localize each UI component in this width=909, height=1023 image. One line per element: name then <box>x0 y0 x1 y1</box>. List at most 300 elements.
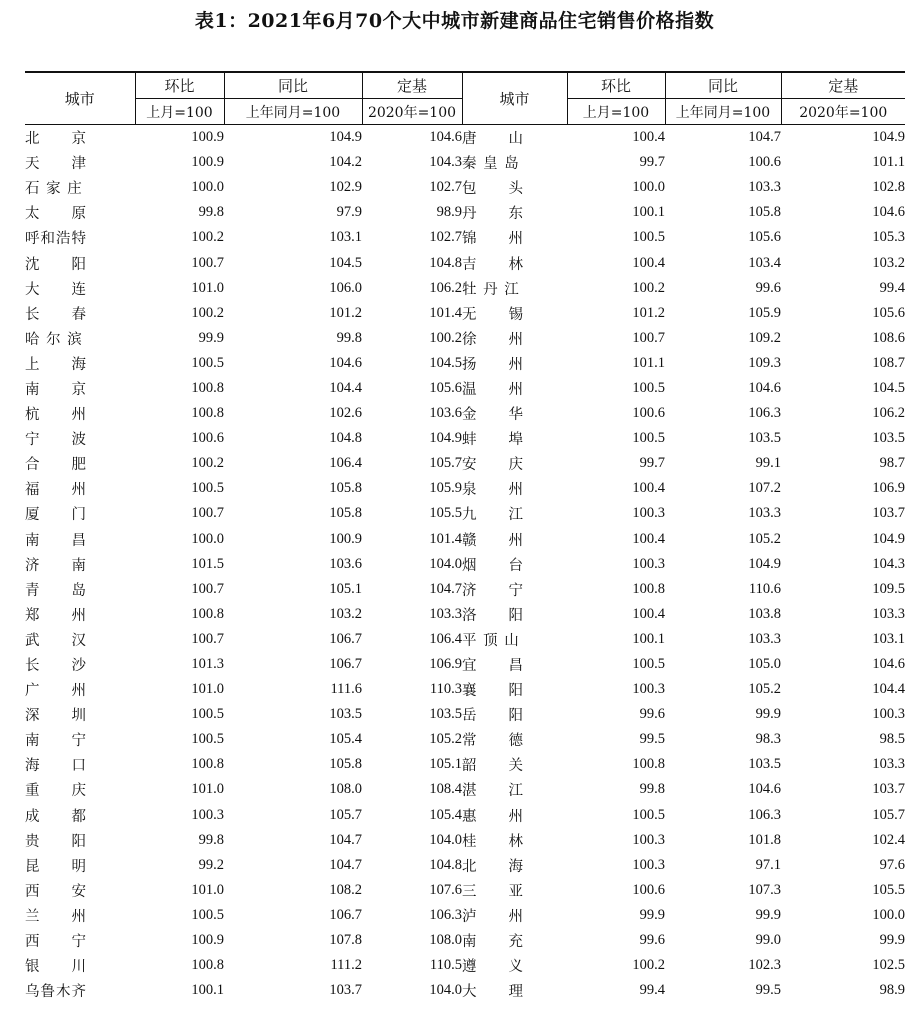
mom-value-right: 99.4 <box>639 982 665 999</box>
yoy-value-left: 108.0 <box>329 781 362 798</box>
table-title: 表1：2021年6月70个大中城市新建商品住宅销售价格指数 <box>194 10 715 32</box>
yoy-value-left: 106.0 <box>329 279 362 296</box>
mom-value-left: 101.0 <box>191 279 224 296</box>
table-row <box>25 777 905 802</box>
base-value-right: 101.1 <box>872 154 905 171</box>
yoy-value-right: 105.2 <box>748 530 781 547</box>
city-name-left: 成 都 <box>25 808 87 825</box>
city-name-left: 呼和浩特 <box>25 231 87 248</box>
yoy-value-left: 103.5 <box>329 706 362 723</box>
yoy-value-right: 103.3 <box>748 179 781 196</box>
mom-value-left: 100.9 <box>191 932 224 949</box>
city-name-left: 上 海 <box>25 356 87 373</box>
table-row <box>25 878 905 903</box>
base-value-left: 108.4 <box>429 781 462 798</box>
city-name-left: 哈 尔 滨 <box>25 331 83 348</box>
base-value-left: 110.3 <box>429 681 462 698</box>
mom-value-left: 101.0 <box>191 781 224 798</box>
base-value-left: 104.8 <box>429 254 462 271</box>
mom-value-right: 99.9 <box>639 906 665 923</box>
table-row <box>25 953 905 978</box>
city-name-right: 九 江 <box>462 507 524 524</box>
yoy-value-left: 111.6 <box>330 681 362 698</box>
mom-value-right: 99.8 <box>639 781 665 798</box>
table-row <box>25 250 905 275</box>
city-name-left: 昆 明 <box>25 858 87 875</box>
table-row <box>25 552 905 577</box>
base-value-right: 102.4 <box>872 831 905 848</box>
mom-value-right: 100.5 <box>632 656 665 673</box>
header-mom-right: 环比 <box>567 72 665 99</box>
city-name-right: 南 充 <box>462 934 524 951</box>
base-value-left: 105.6 <box>429 379 462 396</box>
table-row <box>25 853 905 878</box>
city-name-right: 温 州 <box>462 381 524 398</box>
table-row <box>25 476 905 501</box>
yoy-value-right: 101.8 <box>748 831 781 848</box>
base-value-right: 104.4 <box>872 681 905 698</box>
yoy-value-left: 104.7 <box>329 856 362 873</box>
city-name-left: 西 宁 <box>25 934 87 951</box>
base-value-left: 105.4 <box>429 806 462 823</box>
yoy-value-left: 104.7 <box>329 831 362 848</box>
base-value-left: 105.5 <box>429 505 462 522</box>
base-value-right: 105.7 <box>872 806 905 823</box>
mom-value-right: 100.5 <box>632 806 665 823</box>
yoy-value-left: 103.2 <box>329 605 362 622</box>
city-name-left: 郑 州 <box>25 607 87 624</box>
mom-value-left: 100.3 <box>191 806 224 823</box>
yoy-value-right: 105.2 <box>748 681 781 698</box>
base-value-right: 103.7 <box>872 505 905 522</box>
city-name-left: 沈 阳 <box>25 256 87 273</box>
mom-value-right: 100.5 <box>632 430 665 447</box>
base-value-left: 104.0 <box>429 555 462 572</box>
city-name-left: 长 沙 <box>25 658 87 675</box>
mom-value-right: 100.7 <box>632 329 665 346</box>
city-name-right: 岳 阳 <box>462 708 524 725</box>
city-name-right: 泸 州 <box>462 908 524 925</box>
city-name-left: 深 圳 <box>25 708 87 725</box>
mom-value-right: 100.3 <box>632 831 665 848</box>
base-value-left: 98.9 <box>436 204 462 221</box>
base-value-left: 107.6 <box>429 881 462 898</box>
header-yoy-base-right: 上年同月=100 <box>665 99 781 125</box>
city-name-left: 长 春 <box>25 306 87 323</box>
mom-value-right: 99.6 <box>639 706 665 723</box>
mom-value-left: 100.7 <box>191 580 224 597</box>
base-value-left: 104.8 <box>429 856 462 873</box>
mom-value-left: 100.2 <box>191 455 224 472</box>
yoy-value-right: 103.3 <box>748 630 781 647</box>
yoy-value-right: 105.6 <box>748 229 781 246</box>
yoy-value-right: 105.8 <box>748 204 781 221</box>
mom-value-left: 100.8 <box>191 756 224 773</box>
yoy-value-left: 104.5 <box>329 254 362 271</box>
base-value-right: 102.5 <box>872 957 905 974</box>
base-value-left: 101.4 <box>429 530 462 547</box>
base-value-left: 103.5 <box>429 706 462 723</box>
base-value-right: 108.7 <box>872 354 905 371</box>
yoy-value-left: 106.7 <box>329 906 362 923</box>
city-name-right: 济 宁 <box>462 582 524 599</box>
city-name-right: 包 头 <box>462 181 524 198</box>
base-value-left: 104.0 <box>429 982 462 999</box>
yoy-value-right: 97.1 <box>755 856 781 873</box>
yoy-value-right: 103.5 <box>748 430 781 447</box>
table-row <box>25 828 905 853</box>
city-name-right: 烟 台 <box>462 557 524 574</box>
city-name-right: 平 顶 山 <box>462 632 520 649</box>
city-name-right: 安 庆 <box>462 457 524 474</box>
mom-value-right: 100.8 <box>632 756 665 773</box>
city-name-left: 重 庆 <box>25 783 87 800</box>
mom-value-right: 100.4 <box>632 254 665 271</box>
base-value-right: 103.5 <box>872 430 905 447</box>
base-value-right: 104.6 <box>872 656 905 673</box>
mom-value-right: 100.5 <box>632 229 665 246</box>
base-value-right: 106.9 <box>872 480 905 497</box>
city-name-right: 扬 州 <box>462 356 524 373</box>
city-name-left: 北 京 <box>25 131 87 148</box>
base-value-right: 102.8 <box>872 179 905 196</box>
price-index-table <box>25 71 905 1003</box>
city-name-left: 贵 阳 <box>25 833 87 850</box>
table-row <box>25 978 905 1003</box>
mom-value-right: 100.3 <box>632 555 665 572</box>
base-value-left: 101.4 <box>429 304 462 321</box>
mom-value-right: 100.2 <box>632 279 665 296</box>
city-name-left: 南 昌 <box>25 532 87 549</box>
base-value-right: 104.6 <box>872 204 905 221</box>
yoy-value-right: 109.3 <box>748 354 781 371</box>
table-row <box>25 903 905 928</box>
city-name-right: 丹 东 <box>462 206 524 223</box>
yoy-value-right: 99.1 <box>755 455 781 472</box>
yoy-value-right: 107.2 <box>748 480 781 497</box>
base-value-right: 105.3 <box>872 229 905 246</box>
mom-value-left: 101.3 <box>191 656 224 673</box>
base-value-right: 108.6 <box>872 329 905 346</box>
yoy-value-right: 104.6 <box>748 379 781 396</box>
table-row <box>25 401 905 426</box>
table-row <box>25 602 905 627</box>
city-name-right: 徐 州 <box>462 331 524 348</box>
city-name-left: 海 口 <box>25 758 87 775</box>
city-name-left: 广 州 <box>25 683 87 700</box>
header-base-left: 定基 <box>362 72 462 99</box>
header-mom-base-left: 上月=100 <box>135 99 224 125</box>
table-row <box>25 677 905 702</box>
base-value-left: 110.5 <box>429 957 462 974</box>
mom-value-right: 99.6 <box>639 932 665 949</box>
city-name-right: 秦 皇 岛 <box>462 156 520 173</box>
base-value-left: 102.7 <box>429 179 462 196</box>
mom-value-right: 99.5 <box>639 731 665 748</box>
yoy-value-right: 103.5 <box>748 756 781 773</box>
table-row <box>25 225 905 250</box>
city-name-right: 大 理 <box>462 984 524 1001</box>
mom-value-left: 101.0 <box>191 681 224 698</box>
mom-value-left: 100.0 <box>191 530 224 547</box>
mom-value-left: 100.7 <box>191 254 224 271</box>
table-row <box>25 501 905 526</box>
base-value-right: 98.9 <box>879 982 905 999</box>
mom-value-left: 100.8 <box>191 605 224 622</box>
mom-value-left: 100.1 <box>191 982 224 999</box>
header-row-main <box>25 72 905 99</box>
city-name-right: 锦 州 <box>462 231 524 248</box>
city-name-right: 赣 州 <box>462 532 524 549</box>
city-name-left: 南 京 <box>25 381 87 398</box>
mom-value-left: 101.5 <box>191 555 224 572</box>
base-value-right: 104.9 <box>872 129 905 146</box>
header-base-right: 定基 <box>781 72 905 99</box>
mom-value-left: 99.8 <box>198 204 224 221</box>
yoy-value-left: 102.6 <box>329 405 362 422</box>
city-name-right: 唐 山 <box>462 131 524 148</box>
yoy-value-right: 99.9 <box>755 706 781 723</box>
yoy-value-right: 106.3 <box>748 405 781 422</box>
table-row <box>25 175 905 200</box>
city-name-right: 吉 林 <box>462 256 524 273</box>
yoy-value-left: 103.1 <box>329 229 362 246</box>
city-name-left: 宁 波 <box>25 432 87 449</box>
base-value-right: 103.7 <box>872 781 905 798</box>
city-name-left: 厦 门 <box>25 507 87 524</box>
yoy-value-right: 105.9 <box>748 304 781 321</box>
mom-value-left: 100.8 <box>191 405 224 422</box>
city-name-right: 宜 昌 <box>462 658 524 675</box>
table-row <box>25 577 905 602</box>
yoy-value-right: 103.3 <box>748 505 781 522</box>
yoy-value-left: 104.2 <box>329 154 362 171</box>
city-name-left: 兰 州 <box>25 908 87 925</box>
base-value-left: 106.2 <box>429 279 462 296</box>
base-value-right: 103.2 <box>872 254 905 271</box>
mom-value-right: 100.6 <box>632 881 665 898</box>
yoy-value-right: 110.6 <box>748 580 781 597</box>
table-row <box>25 752 905 777</box>
yoy-value-left: 107.8 <box>329 932 362 949</box>
mom-value-left: 100.6 <box>191 430 224 447</box>
city-name-right: 无 锡 <box>462 306 524 323</box>
table-row <box>25 803 905 828</box>
mom-value-left: 100.9 <box>191 154 224 171</box>
yoy-value-right: 99.5 <box>755 982 781 999</box>
base-value-right: 104.5 <box>872 379 905 396</box>
city-name-left: 乌鲁木齐 <box>25 984 87 1001</box>
base-value-right: 103.3 <box>872 605 905 622</box>
city-name-right: 惠 州 <box>462 808 524 825</box>
yoy-value-right: 103.8 <box>748 605 781 622</box>
yoy-value-right: 99.6 <box>755 279 781 296</box>
yoy-value-left: 103.6 <box>329 555 362 572</box>
base-value-right: 98.5 <box>879 731 905 748</box>
city-name-left: 济 南 <box>25 557 87 574</box>
mom-value-right: 100.3 <box>632 681 665 698</box>
base-value-left: 106.4 <box>429 630 462 647</box>
city-name-left: 武 汉 <box>25 632 87 649</box>
mom-value-right: 100.4 <box>632 605 665 622</box>
table-row <box>25 150 905 175</box>
city-name-right: 三 亚 <box>462 883 524 900</box>
yoy-value-left: 105.4 <box>329 731 362 748</box>
mom-value-left: 99.2 <box>198 856 224 873</box>
yoy-value-left: 104.8 <box>329 430 362 447</box>
mom-value-right: 100.5 <box>632 379 665 396</box>
mom-value-left: 99.8 <box>198 831 224 848</box>
base-value-left: 102.7 <box>429 229 462 246</box>
base-value-left: 104.7 <box>429 580 462 597</box>
city-name-left: 大 连 <box>25 281 87 298</box>
yoy-value-left: 105.8 <box>329 505 362 522</box>
city-name-right: 襄 阳 <box>462 683 524 700</box>
base-value-right: 100.0 <box>872 906 905 923</box>
mom-value-left: 100.2 <box>191 229 224 246</box>
yoy-value-left: 103.7 <box>329 982 362 999</box>
city-name-left: 太 原 <box>25 206 87 223</box>
table-row <box>25 276 905 301</box>
base-value-right: 99.4 <box>879 279 905 296</box>
mom-value-left: 100.8 <box>191 957 224 974</box>
base-value-left: 106.9 <box>429 656 462 673</box>
city-name-right: 泉 州 <box>462 482 524 499</box>
mom-value-left: 100.5 <box>191 354 224 371</box>
city-name-left: 青 岛 <box>25 582 87 599</box>
yoy-value-left: 105.8 <box>329 756 362 773</box>
city-name-right: 韶 关 <box>462 758 524 775</box>
base-value-left: 104.0 <box>429 831 462 848</box>
city-name-right: 金 华 <box>462 407 524 424</box>
base-value-left: 104.3 <box>429 154 462 171</box>
yoy-value-right: 105.0 <box>748 656 781 673</box>
city-name-left: 杭 州 <box>25 407 87 424</box>
table-row <box>25 727 905 752</box>
city-name-left: 天 津 <box>25 156 87 173</box>
mom-value-left: 100.5 <box>191 480 224 497</box>
city-name-right: 湛 江 <box>462 783 524 800</box>
table-row <box>25 200 905 225</box>
city-name-left: 西 安 <box>25 883 87 900</box>
yoy-value-left: 105.7 <box>329 806 362 823</box>
mom-value-right: 100.4 <box>632 480 665 497</box>
base-value-right: 104.3 <box>872 555 905 572</box>
mom-value-left: 100.7 <box>191 505 224 522</box>
base-value-right: 105.6 <box>872 304 905 321</box>
header-city-right: 城市 <box>462 72 567 125</box>
table-row <box>25 301 905 326</box>
table-row <box>25 928 905 953</box>
base-value-left: 105.1 <box>429 756 462 773</box>
mom-value-left: 100.5 <box>191 706 224 723</box>
base-value-right: 100.3 <box>872 706 905 723</box>
mom-value-left: 100.0 <box>191 179 224 196</box>
city-name-right: 桂 林 <box>462 833 524 850</box>
yoy-value-left: 105.1 <box>329 580 362 597</box>
base-value-left: 104.6 <box>429 129 462 146</box>
header-yoy-right: 同比 <box>665 72 781 99</box>
mom-value-right: 100.3 <box>632 856 665 873</box>
mom-value-right: 100.1 <box>632 630 665 647</box>
base-value-left: 104.5 <box>429 354 462 371</box>
yoy-value-left: 108.2 <box>329 881 362 898</box>
city-name-left: 银 川 <box>25 959 87 976</box>
yoy-value-left: 106.7 <box>329 630 362 647</box>
table-row <box>25 351 905 376</box>
yoy-value-left: 100.9 <box>329 530 362 547</box>
yoy-value-right: 99.0 <box>755 932 781 949</box>
base-value-right: 103.1 <box>872 630 905 647</box>
yoy-value-right: 100.6 <box>748 154 781 171</box>
city-name-right: 牡 丹 江 <box>462 281 520 298</box>
table-body <box>25 125 905 1004</box>
base-value-left: 105.9 <box>429 480 462 497</box>
mom-value-right: 99.7 <box>639 455 665 472</box>
yoy-value-left: 106.4 <box>329 455 362 472</box>
mom-value-left: 99.9 <box>198 329 224 346</box>
city-name-left: 石 家 庄 <box>25 181 83 198</box>
table-row <box>25 426 905 451</box>
yoy-value-left: 101.2 <box>329 304 362 321</box>
mom-value-right: 101.2 <box>632 304 665 321</box>
base-value-left: 104.9 <box>429 430 462 447</box>
mom-value-left: 101.0 <box>191 881 224 898</box>
yoy-value-right: 104.7 <box>748 129 781 146</box>
mom-value-right: 100.3 <box>632 505 665 522</box>
mom-value-left: 100.7 <box>191 630 224 647</box>
mom-value-right: 100.2 <box>632 957 665 974</box>
yoy-value-right: 107.3 <box>748 881 781 898</box>
mom-value-left: 100.2 <box>191 304 224 321</box>
yoy-value-right: 99.9 <box>755 906 781 923</box>
base-value-right: 99.9 <box>879 932 905 949</box>
city-name-right: 北 海 <box>462 858 524 875</box>
yoy-value-right: 104.9 <box>748 555 781 572</box>
table-row <box>25 627 905 652</box>
city-name-right: 常 德 <box>462 733 524 750</box>
mom-value-right: 99.7 <box>639 154 665 171</box>
yoy-value-left: 104.6 <box>329 354 362 371</box>
header-mom-left: 环比 <box>135 72 224 99</box>
mom-value-right: 100.1 <box>632 204 665 221</box>
city-name-left: 南 宁 <box>25 733 87 750</box>
base-value-left: 106.3 <box>429 906 462 923</box>
yoy-value-right: 102.3 <box>748 957 781 974</box>
mom-value-left: 100.8 <box>191 379 224 396</box>
base-value-right: 103.3 <box>872 756 905 773</box>
city-name-right: 蚌 埠 <box>462 432 524 449</box>
yoy-value-right: 104.6 <box>748 781 781 798</box>
base-value-left: 105.7 <box>429 455 462 472</box>
mom-value-right: 100.6 <box>632 405 665 422</box>
header-base-base-left: 2020年=100 <box>362 99 462 125</box>
table-row <box>25 652 905 677</box>
mom-value-left: 100.5 <box>191 906 224 923</box>
mom-value-left: 100.9 <box>191 129 224 146</box>
base-value-left: 105.2 <box>429 731 462 748</box>
city-name-left: 福 州 <box>25 482 87 499</box>
yoy-value-left: 111.2 <box>330 957 362 974</box>
base-value-right: 104.9 <box>872 530 905 547</box>
header-city-left: 城市 <box>25 72 135 125</box>
table-row <box>25 527 905 552</box>
mom-value-right: 100.8 <box>632 580 665 597</box>
header-yoy-left: 同比 <box>224 72 362 99</box>
base-value-right: 98.7 <box>879 455 905 472</box>
table-row <box>25 376 905 401</box>
yoy-value-right: 103.4 <box>748 254 781 271</box>
